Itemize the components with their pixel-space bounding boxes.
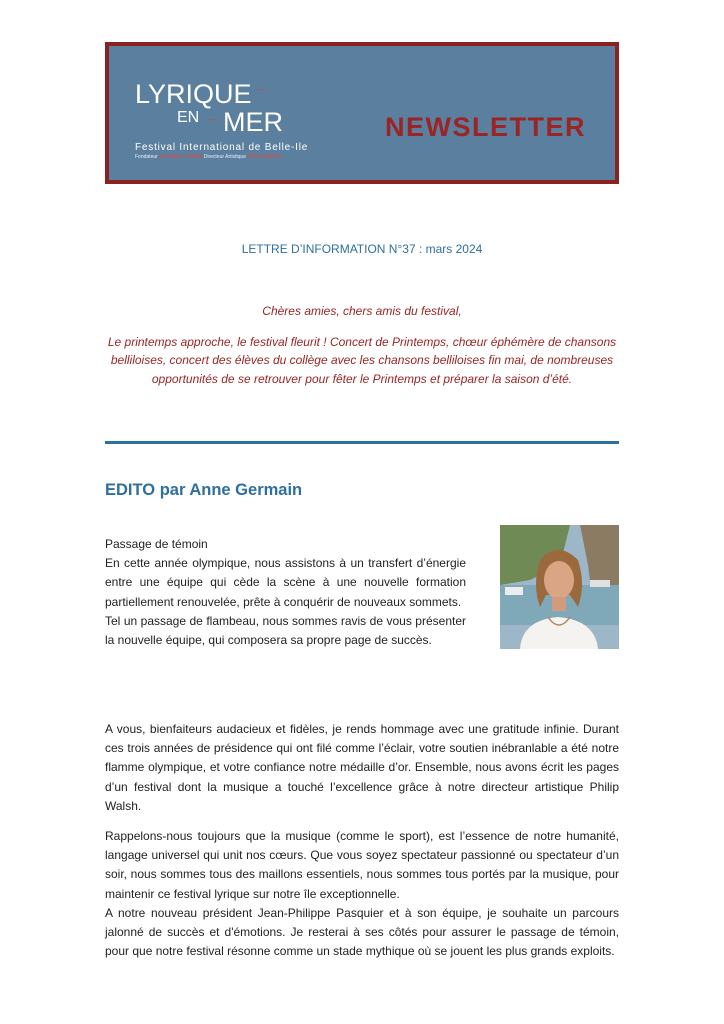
edito-paragraph: Rappelons-nous toujours que la musique (comme le sport), est l’essence de notre humanité, langage universel qui unit nos cœurs. Que vous soyez spectateur passionné ou spectateur d’un soir, nous sommes tous des maillons essentiels, nous sommes tous portés par la musique, pour maintenir ce festival lyrique sur notre île exceptionnelle. bbox=[105, 829, 619, 901]
intro-paragraph: Le printemps approche, le festival fleurit ! Concert de Printemps, chœur éphémère de chansons belliloises, concert des élèves du collège avec les chansons belliloises fin mai, de nombreuses opportunités de se retrouver pour fêter le Printemps et préparer la saison d’été. bbox=[107, 334, 617, 386]
logo-subtitle: Festival International de Belle-Ile bbox=[135, 142, 309, 153]
edito-subtitle: Passage de témoin bbox=[105, 537, 208, 551]
author-photo bbox=[500, 525, 619, 649]
logo-en: EN bbox=[177, 109, 200, 126]
header-banner bbox=[105, 42, 619, 184]
newsletter-title: NEWSLETTER bbox=[385, 112, 586, 142]
edito-body-1 bbox=[105, 720, 619, 816]
issue-line: LETTRE D’INFORMATION N°37 : mars 2024 bbox=[241, 242, 483, 256]
logo-mer: MER bbox=[223, 107, 283, 137]
edito-paragraph: En cette année olympique, nous assistons à un transfert d’énergie entre une équipe qui cède la scène à une nouvelle formation partiellement renouvelée, prête à conquérir de nouveaux sommets. bbox=[105, 556, 466, 609]
intro-block bbox=[105, 302, 619, 388]
festival-logo bbox=[135, 80, 308, 161]
section-divider bbox=[105, 441, 619, 444]
gull-icon: ⌒ bbox=[257, 90, 267, 101]
greeting: Chères amies, chers amis du festival, bbox=[262, 304, 462, 318]
gull-icon: ⌒ bbox=[207, 120, 217, 131]
edito-intro-column bbox=[105, 535, 466, 650]
edito-paragraph: A vous, bienfaiteurs audacieux et fidèles, je rends hommage avec une gratitude infinie. Durant ces trois années de présidence qui ont filé comme l’éclair, votre soutien inébranlable a été notre flamme olympique, et votre confiance notre médaille d’or. Ensemble, nous avons écrit les pages d’un festival dont la musique a touché l’excellence grâce à notre directeur artistique Philip Walsh. bbox=[105, 722, 619, 813]
edito-paragraph: Tel un passage de flambeau, nous sommes ravis de vous présenter la nouvelle équipe, qui composera sa propre page de succès. bbox=[105, 613, 466, 648]
logo-credits: Fondateur RICHARD COWAN Directeur Artistique PHILIP WALSH bbox=[135, 154, 283, 160]
logo-lyrique: LYRIQUE bbox=[135, 79, 252, 109]
edito-body-2 bbox=[105, 827, 619, 961]
edito-heading: EDITO par Anne Germain bbox=[105, 481, 303, 499]
edito-paragraph: A notre nouveau président Jean-Philippe Pasquier et à son équipe, je souhaite un parcours jalonné de succès et d'émotions. Je resterai à ses côtés pour assurer le passage de témoin, pour que notre festival résonne comme un stade mythique où se jouent les plus grands exploits. bbox=[105, 905, 619, 959]
